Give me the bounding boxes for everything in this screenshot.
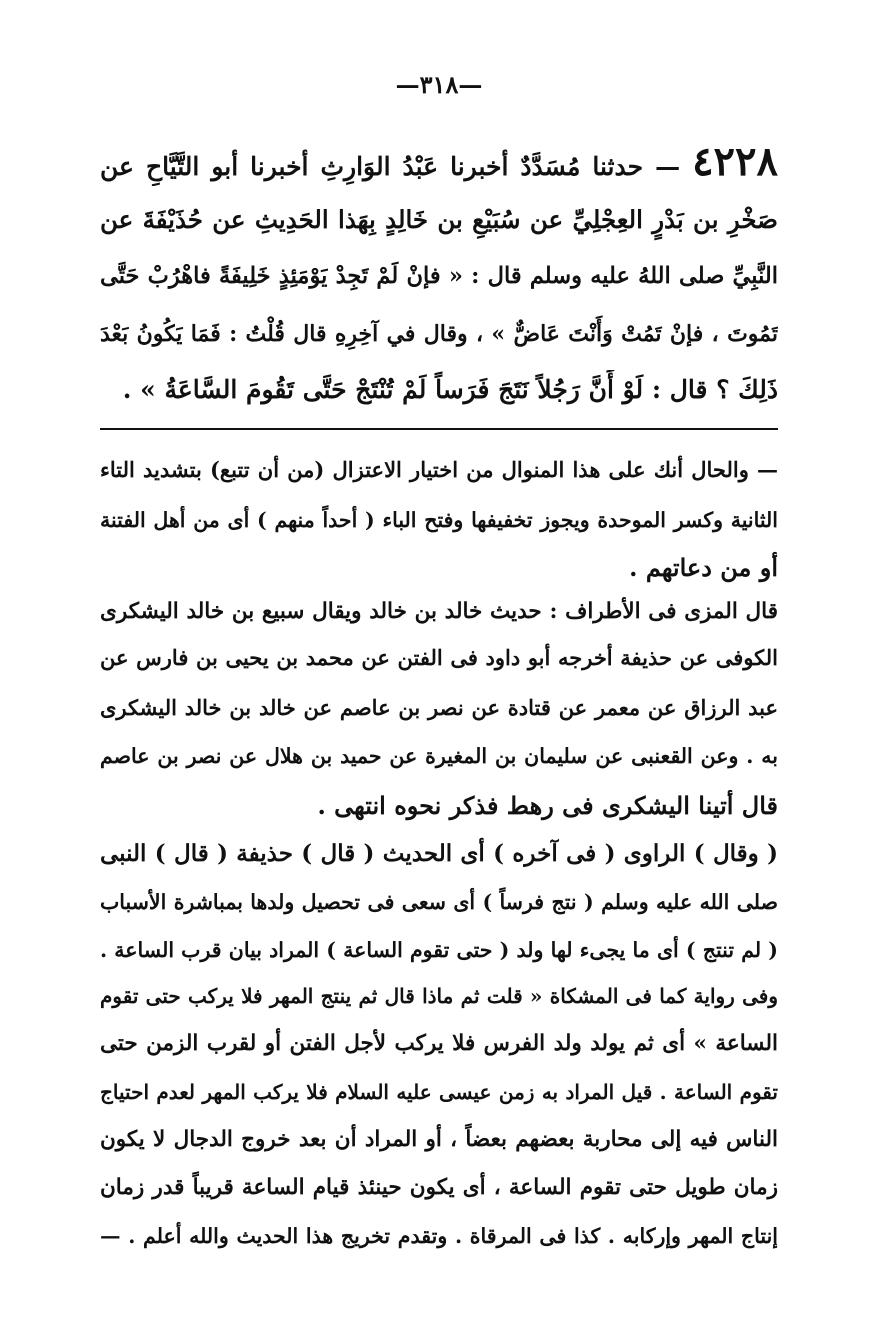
commentary-line: الساعة » أى ثم يولد ولد الفرس فلا يركب لأجل الفتن أو لقرب الزمن حتى [100, 1031, 778, 1056]
commentary-line: قال أتينا اليشكرى فى رهط فذكر نحوه انتهى . [317, 791, 778, 820]
commentary-line: — والحال أنك على هذا المنوال من اختيار الاعتزال (من أن تتبع) بتشديد التاء [100, 457, 778, 482]
separator-rule [100, 428, 778, 430]
hadith-line: النَّبِيِّ صلى اللهُ عليه وسلم قال : « فإنْ لَمْ تَجِدْ يَوْمَئِذٍ خَلِيفَةً فاهْرُبْ حَتَّى [100, 263, 778, 289]
commentary-line: وفى رواية كما فى المشكاة « قلت ثم ماذا قال ثم ينتج المهر فلا يركب حتى تقوم [100, 984, 778, 1008]
commentary-line: صلى الله عليه وسلم ( نتج فرساً ) أى سعى فى تحصيل ولدها بمباشرة الأسباب [100, 890, 778, 914]
hadith-line: صَخْرِ بن بَدْرٍ العِجْلِيِّ عن سُبَيْعِ بن خَالِدٍ بِهَذا الحَدِيثِ عن حُذَيْفَةَ عن [100, 205, 778, 234]
hadith-line: ٤٢٢٨— حدثنا مُسَدَّدٌ أخبرنا عَبْدُ الوَارِثِ أخبرنا أبو التَّيَّاحِ عن [100, 142, 778, 186]
hadith-number: ٤٢٢٨ [692, 142, 778, 185]
commentary-line: قال المزى فى الأطراف : حديث خالد بن خالد ويقال سبيع بن خالد اليشكرى [100, 599, 778, 624]
commentary-line: أو من دعاتهم . [629, 553, 778, 582]
hadith-line: تَمُوتَ ، فإنْ تَمُتْ وَأَنْتَ عَاضٌّ » ، وقال في آخِرِهِ قال قُلْتُ : فَمَا يَكُونُ بَعْدَ [100, 321, 778, 347]
commentary-line: الناس فيه إلى محاربة بعضهم بعضاً ، أو المراد أن بعد خروج الدجال لا يكون [100, 1127, 778, 1152]
page-number: —٣١٨— [395, 70, 483, 99]
commentary-line: الثانية وكسر الموحدة ويجوز تخفيفها وفتح الباء ( أحداً منهم ) أى من أهل الفتنة [100, 508, 778, 532]
commentary-line: الكوفى عن حذيفة أخرجه أبو داود فى الفتن عن محمد بن يحيى بن فارس عن [100, 645, 778, 670]
commentary-line: عبد الرزاق عن معمر عن قتادة عن نصر بن عاصم عن خالد بن خالد اليشكرى [100, 695, 778, 720]
commentary-line: ( لم تنتج ) أى ما يجىء لها ولد ( حتى تقوم الساعة ) المراد بيان قرب الساعة . [100, 938, 778, 962]
hadith-line: ذَلِكَ ؟ قال : لَوْ أَنَّ رَجُلاً نَتَجَ فَرَساً لَمْ تُنْتَجْ حَتَّى تَقُومَ السَّاعَةُ » . [122, 375, 778, 404]
commentary-line: إنتاج المهر وإركابه . كذا فى المرقاة . وتقدم تخريج هذا الحديث والله أعلم . — [100, 1224, 778, 1248]
commentary-line: زمان طويل حتى تقوم الساعة ، أى يكون حينئذ قيام الساعة قريباً قدر زمان [100, 1175, 778, 1200]
commentary-line: ( وقال ) الراوى ( فى آخره ) أى الحديث ( قال ) حذيفة ( قال ) النبى [100, 840, 778, 867]
commentary-line: تقوم الساعة . قيل المراد به زمن عيسى عليه السلام فلا يركب المهر لعدم احتياج [100, 1080, 778, 1104]
commentary-line: به . وعن القعنبى عن سليمان بن المغيرة عن حميد بن هلال عن نصر بن عاصم [100, 744, 778, 768]
